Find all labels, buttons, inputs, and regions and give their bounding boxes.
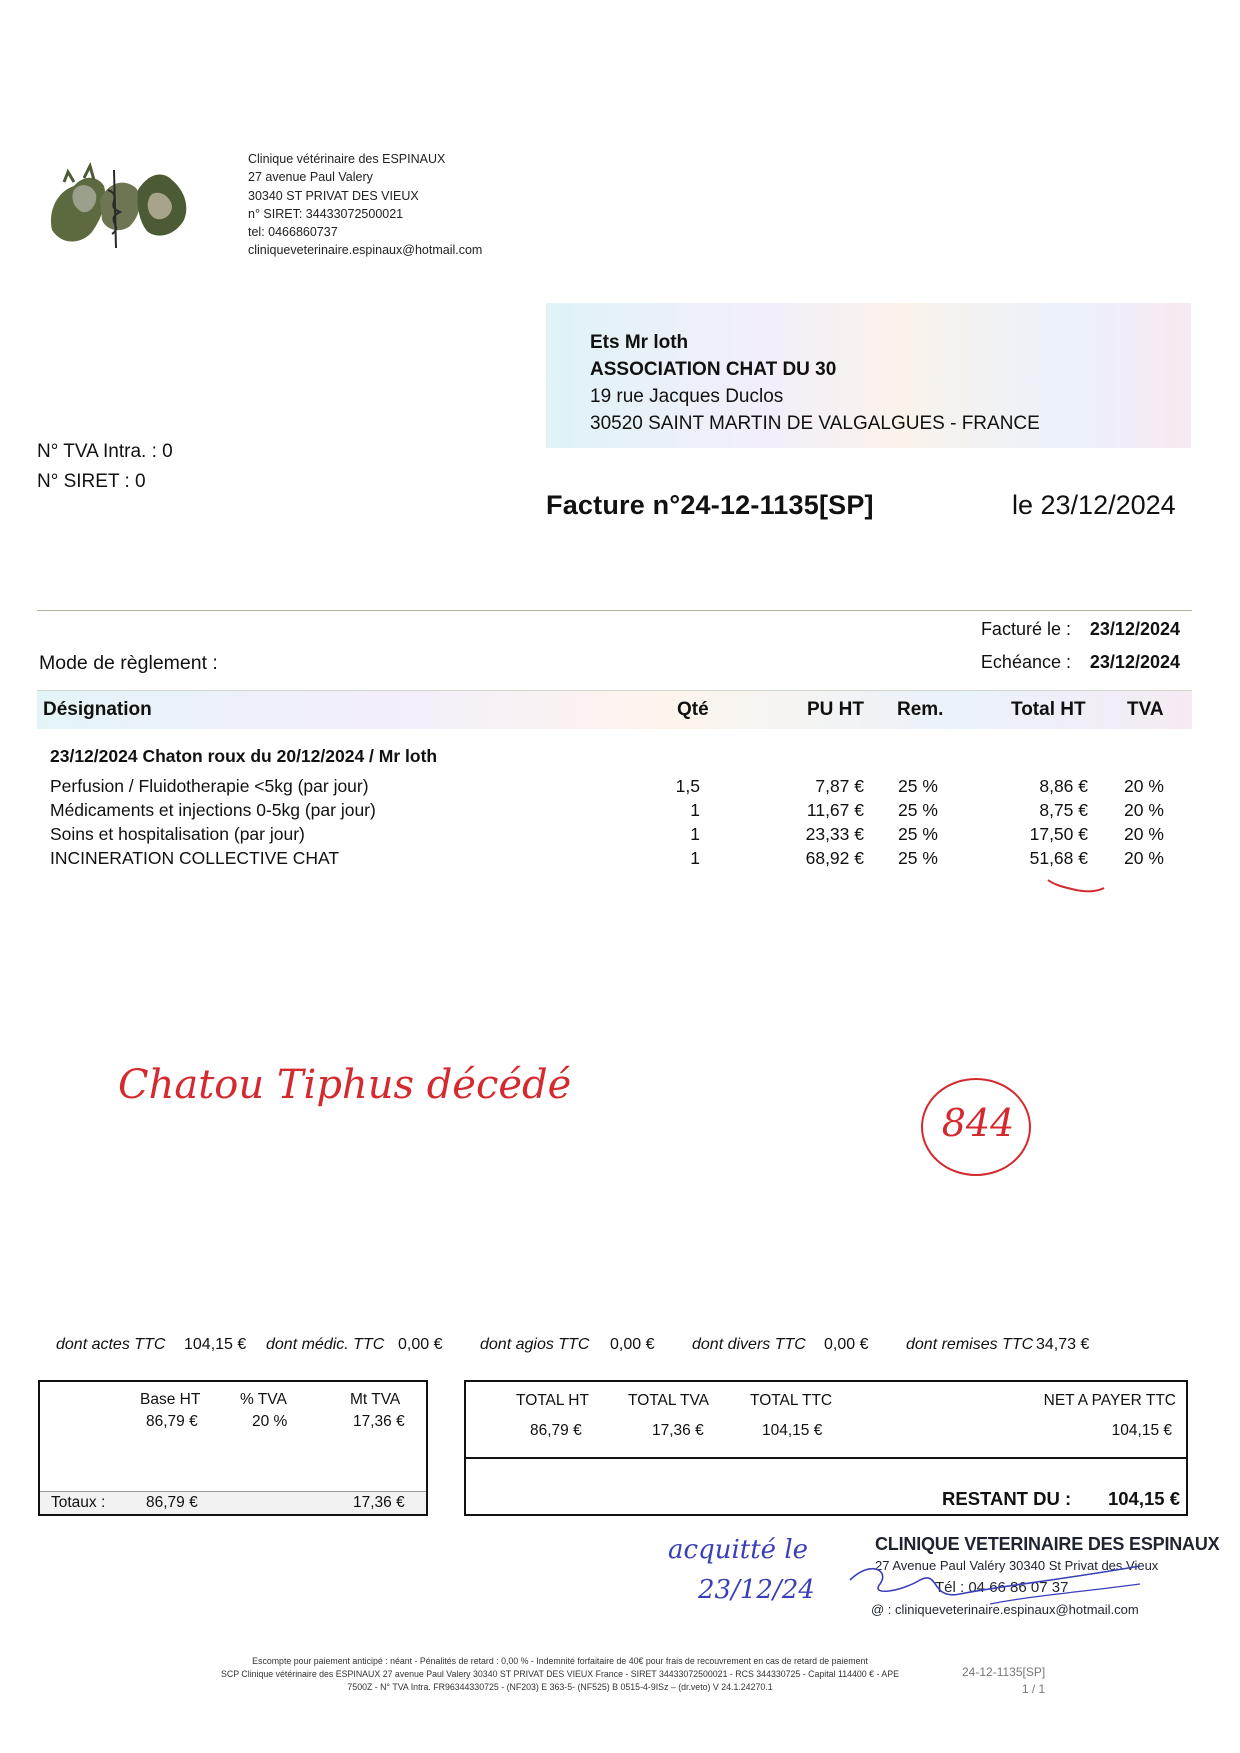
client-line-2: ASSOCIATION CHAT DU 30 — [590, 359, 837, 380]
col-tva: TVA — [1127, 699, 1164, 720]
handwritten-note: Chatou Tiphus décédé — [118, 1062, 572, 1108]
footer-reference — [962, 1664, 1045, 1698]
signature — [840, 1540, 1170, 1620]
remises-value: 34,73 € — [1036, 1336, 1090, 1353]
row-total: 51,68 € — [1029, 848, 1088, 868]
totaux-base: 86,79 € — [146, 1494, 198, 1511]
row-tva: 20 % — [1124, 776, 1164, 796]
clinic-city: 30340 ST PRIVAT DES VIEUX — [248, 188, 419, 203]
divider — [37, 610, 1192, 611]
mt-value: 17,36 € — [353, 1413, 405, 1430]
table-row — [0, 800, 1240, 825]
footer-line-1: Escompte pour paiement anticipé : néant - Pénalités de retard : 0,00 % - Indemnité forfaitaire de 40€ pour frais de recouvrement en cas de retard de paiement — [252, 1656, 868, 1666]
total-tva-label: TOTAL TVA — [628, 1392, 709, 1409]
client-ids — [37, 437, 173, 497]
totaux-label: Totaux : — [51, 1494, 106, 1511]
remises-label: dont remises TTC — [906, 1336, 1034, 1353]
restant-label: RESTANT DU : — [942, 1488, 1072, 1509]
handwritten-paid — [668, 1530, 815, 1610]
row-qty: 1 — [690, 800, 700, 820]
clinic-siret: n° SIRET: 34433072500021 — [248, 206, 404, 221]
due-value: 23/12/2024 — [1089, 652, 1180, 672]
pen-tick-mark — [1046, 876, 1106, 898]
total-tva-value: 17,36 € — [652, 1422, 704, 1439]
footer-line-2: SCP Clinique vétérinaire des ESPINAUX 27 avenue Paul Valery 30340 ST PRIVAT DES VIEUX France - SIRET 34433072500021 - RCS 344330725 - Capital 114400 € - APE — [221, 1669, 899, 1679]
agios-label: dont agios TTC — [480, 1336, 590, 1353]
stamp-tel: Tél : 04 66 86 07 37 — [935, 1579, 1069, 1596]
rate-label: % TVA — [240, 1391, 287, 1408]
stamp-title: CLINIQUE VETERINAIRE DES ESPINAUX — [875, 1534, 1220, 1554]
total-ttc-value: 104,15 € — [762, 1422, 823, 1439]
col-rem: Rem. — [897, 699, 944, 720]
totaux-mt: 17,36 € — [353, 1494, 405, 1511]
divers-label: dont divers TTC — [692, 1336, 806, 1353]
stamp-address: 27 Avenue Paul Valéry 30340 St Privat des Vieux — [875, 1558, 1159, 1573]
row-pu: 23,33 € — [805, 824, 864, 844]
payment-mode: Mode de règlement : — [39, 652, 218, 674]
footer-legal — [160, 1655, 960, 1694]
handwritten-number: 844 — [941, 1101, 1015, 1145]
total-ttc-label: TOTAL TTC — [750, 1392, 833, 1409]
row-total: 8,86 € — [1039, 776, 1088, 796]
invoice-date: le 23/12/2024 — [1012, 490, 1176, 520]
billed-value: 23/12/2024 — [1089, 619, 1180, 639]
net-label: NET A PAYER TTC — [1043, 1392, 1176, 1409]
due-label: Echéance : — [980, 652, 1071, 672]
col-pu: PU HT — [807, 699, 864, 720]
row-pu: 68,92 € — [805, 848, 864, 868]
client-line-3: 19 rue Jacques Duclos — [590, 386, 784, 407]
billed-label: Facturé le : — [980, 619, 1071, 639]
row-total: 8,75 € — [1039, 800, 1088, 820]
clinic-info — [248, 150, 482, 260]
row-total: 17,50 € — [1029, 824, 1088, 844]
base-value: 86,79 € — [146, 1413, 198, 1430]
row-rem: 25 % — [898, 800, 938, 820]
billing-dates — [981, 613, 1180, 679]
total-ht-value: 86,79 € — [530, 1422, 582, 1439]
stamp-email: @ : cliniqueveterinaire.espinaux@hotmail.com — [871, 1602, 1139, 1617]
row-pu: 7,87 € — [815, 776, 864, 796]
row-rem: 25 % — [898, 776, 938, 796]
footer-page: 1 / 1 — [1021, 1682, 1046, 1696]
footer-invoice-ref: 24-12-1135[SP] — [962, 1665, 1046, 1679]
mt-label: Mt TVA — [350, 1391, 401, 1408]
clinic-email: cliniqueveterinaire.espinaux@hotmail.com — [248, 243, 483, 258]
row-designation: Médicaments et injections 0-5kg (par jour) — [50, 800, 376, 820]
total-ht-label: TOTAL HT — [516, 1392, 589, 1409]
vat-breakdown-box — [38, 1380, 428, 1516]
medic-label: dont médic. TTC — [266, 1336, 385, 1353]
row-qty: 1 — [690, 848, 700, 868]
row-designation: Soins et hospitalisation (par jour) — [50, 824, 305, 844]
invoice-title: Facture n°24-12-1135[SP] — [546, 490, 874, 520]
row-tva: 20 % — [1124, 848, 1164, 868]
row-designation: Perfusion / Fluidotherapie <5kg (par jour) — [50, 776, 369, 796]
clinic-logo — [44, 160, 194, 252]
table-row — [0, 848, 1240, 873]
row-pu: 11,67 € — [806, 800, 864, 820]
row-rem: 25 % — [898, 848, 938, 868]
footer-line-3: 7500Z - N° TVA Intra. FR96344330725 - (NF203) E 363-5- (NF525) B 0515-4-9ISz – (dr.veto) V 24.1.24270.1 — [347, 1682, 773, 1692]
row-tva: 20 % — [1124, 800, 1164, 820]
col-total: Total HT — [1011, 699, 1086, 720]
base-label: Base HT — [140, 1391, 201, 1408]
totals-box — [464, 1380, 1188, 1516]
client-line-1: Ets Mr loth — [590, 332, 689, 353]
divers-value: 0,00 € — [824, 1336, 869, 1353]
table-row — [0, 824, 1240, 849]
clinic-tel: tel: 0466860737 — [248, 225, 338, 240]
paid-line-1: acquitté le — [668, 1535, 809, 1565]
actes-label: dont actes TTC — [56, 1336, 166, 1353]
client-address-block — [546, 303, 1191, 448]
row-tva: 20 % — [1124, 824, 1164, 844]
col-designation: Désignation — [43, 699, 152, 720]
rate-value: 20 % — [252, 1413, 288, 1430]
client-siret: N° SIRET : 0 — [37, 471, 146, 492]
client-tva: N° TVA Intra. : 0 — [37, 441, 173, 462]
client-line-4: 30520 SAINT MARTIN DE VALGALGUES - FRANCE — [590, 413, 1040, 434]
row-designation: INCINERATION COLLECTIVE CHAT — [50, 848, 340, 868]
table-row — [0, 776, 1240, 801]
line-group-title: 23/12/2024 Chaton roux du 20/12/2024 / Mr loth — [50, 746, 438, 766]
paid-line-2: 23/12/24 — [698, 1575, 815, 1605]
row-qty: 1 — [690, 824, 700, 844]
clinic-address: 27 avenue Paul Valery — [248, 170, 373, 185]
medic-value: 0,00 € — [398, 1336, 443, 1353]
row-qty: 1,5 — [675, 776, 700, 796]
totals-divider — [466, 1457, 1186, 1459]
clinic-name: Clinique vétérinaire des ESPINAUX — [248, 152, 446, 166]
net-value: 104,15 € — [1111, 1422, 1172, 1439]
restant-value: 104,15 € — [1107, 1488, 1180, 1509]
table-header — [37, 690, 1192, 729]
actes-value: 104,15 € — [184, 1336, 247, 1353]
col-qty: Qté — [677, 699, 709, 720]
agios-value: 0,00 € — [610, 1336, 655, 1353]
row-rem: 25 % — [898, 824, 938, 844]
